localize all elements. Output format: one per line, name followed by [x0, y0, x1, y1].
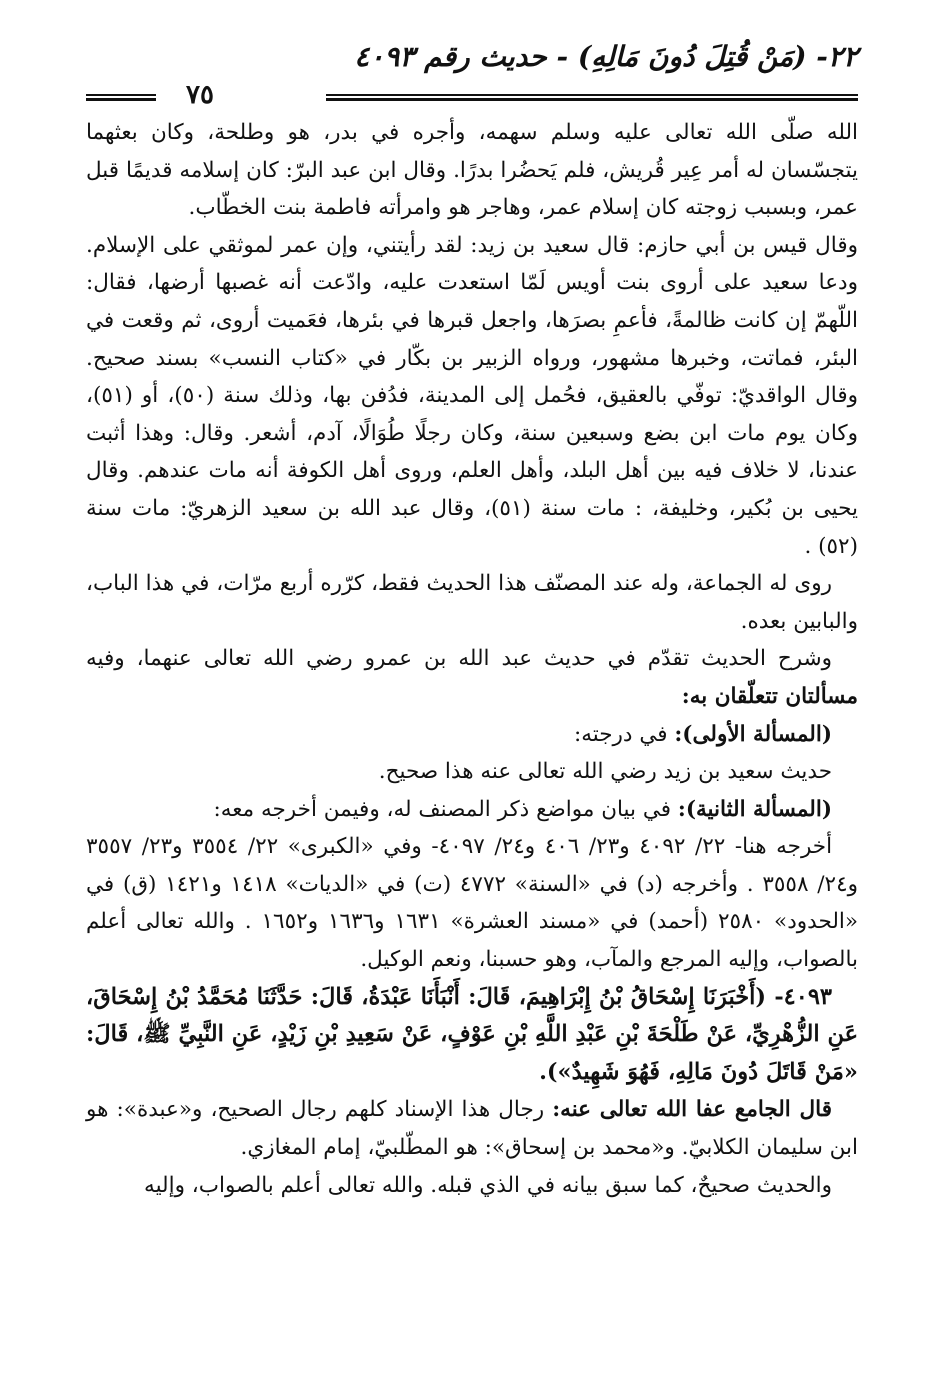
question-heading: [86, 716, 858, 754]
paragraph: الله صلّى الله تعالى عليه وسلم سهمه، وأجره في بدر، هو وطلحة، وكان بعثهما يتجسّسان له أمر عِير قُريش، فلم يَحضُرا بدرًا. وقال ابن عبد البرّ: كان إسلامه قديمًا قبل عمر، وبسبب زوجته كان إسلام عمر، وهاجر هو وامرأته فاطمة بنت الخطّاب.: [86, 120, 858, 221]
paragraph: وقال قيس بن أبي حازم: قال سعيد بن زيد: لقد رأيتني، وإن عمر لموثقي على الإسلام. ودعا سعيد على أروى بنت أويس لَمّا استعدت عليه، وادّعت أنه غصبها أرضها، فقال: اللّهمّ إن كانت ظالمةً، فأعمِ بصرَها، واجعل قبرها في بئرها، فعَميت أروى، ثم وقعت في البئر، فماتت، وخبرها مشهور، ورواه الزبير بن بكّار في «كتاب النسب» بسند صحيح. وقال الواقديّ: توفّي بالعقيق، فحُمل إلى المدينة، فدُفن بها، وذلك سنة (٥٠)، أو (٥١)، وكان يوم مات ابن بضع وسبعين سنة، وكان رجلًا طُوَالًا، آدم، أشعر. وقال: وهذا أثبت عندنا، لا خلاف فيه بين أهل البلد، وأهل العلم، وروى أهل الكوفة أنه مات عندهم. وقال يحيى بن بُكير، وخليفة، : مات سنة (٥١)، وقال عبد الله بن سعيد الزهريّ: مات سنة (٥٢) .: [86, 232, 858, 559]
question-text: في درجته:: [574, 721, 675, 747]
paragraph: حديث سعيد بن زيد رضي الله تعالى عنه هذا صحيح.: [378, 759, 832, 785]
book-page: [86, 40, 858, 1204]
page-body: [86, 114, 858, 1204]
hadith-text: ٤٠٩٣- (أَخْبَرَنَا إِسْحَاقُ بْنُ إِبْرَاهِيمَ، قَالَ: أَنْبَأَنَا عَبْدَةُ، قَالَ: حَدَّثَنَا مُحَمَّدُ بْنُ إِسْحَاقَ، عَنِ الزُّهْرِيِّ، عَنْ طَلْحَةَ بْنِ عَبْدِ اللَّهِ بْنِ عَوْفٍ، عَنْ سَعِيدِ بْنِ زَيْدٍ، عَنِ النَّبِيِّ ﷺ، قَالَ: «مَنْ قَاتَلَ دُونَ مَالِهِ، فَهُوَ شَهِيدٌ»).: [86, 983, 858, 1085]
chapter-title: ٢٢- (مَنْ قُتِلَ دُونَ مَالِهِ) - حديث رقم ٤٠٩٣: [354, 40, 858, 73]
paragraph: والحديث صحيحٌ، كما سبق بيانه في الذي قبله. والله تعالى أعلم بالصواب، وإليه: [144, 1172, 832, 1198]
bold-phrase: مسألتان تتعلّقان به:: [681, 683, 858, 709]
page-number: ٧٥: [186, 80, 214, 110]
paragraph: روى له الجماعة، وله عند المصنّف هذا الحديث فقط، كرّره أربع مرّات، في هذا الباب، والبابين بعده.: [86, 571, 858, 634]
page-header: [86, 40, 858, 110]
question-label: (المسألة الأولى):: [674, 721, 832, 747]
header-rule: [326, 94, 858, 101]
header-rule-short: [86, 94, 156, 101]
paragraph: أخرجه هنا- ٢٢/ ٤٠٩٢ و٢٣/ ٤٠٦ و٢٤/ ٤٠٩٧- وفي «الكبرى» ٢٢/ ٣٥٥٤ و٢٣/ ٣٥٥٧ و٢٤/ ٣٥٥٨ . وأخرجه (د) في «السنة» ٤٧٧٢ (ت) في «الديات» ١٤١٨ و١٤٢١ (ق) في «الحدود» ٢٥٨٠ (أحمد) في «مسند العشرة» ١٦٣١ و١٦٣٦ و١٦٥٢ . والله تعالى أعلم بالصواب، وإليه المرجع والمآب، وهو حسبنا، ونعم الوكيل.: [86, 834, 859, 973]
question-label: (المسألة الثانية):: [677, 796, 832, 822]
question-heading: [86, 791, 858, 829]
paragraph-text: رجال هذا الإسناد كلهم رجال الصحيح، و«عبدة»: هو ابن سليمان الكلابيّ. و«محمد بن إسحاق»: هو المطّلبيّ، إمام المغازي.: [86, 1097, 858, 1161]
jami-label: قال الجامع عفا الله تعالى عنه:: [552, 1097, 832, 1123]
paragraph: [86, 1091, 858, 1166]
paragraph-text: وشرح الحديث تقدّم في حديث عبد الله بن عمرو رضي الله تعالى عنهما، وفيه: [86, 646, 832, 672]
question-text: في بيان مواضع ذكر المصنف له، وفيمن أخرجه معه:: [213, 796, 678, 822]
paragraph: [86, 640, 858, 715]
